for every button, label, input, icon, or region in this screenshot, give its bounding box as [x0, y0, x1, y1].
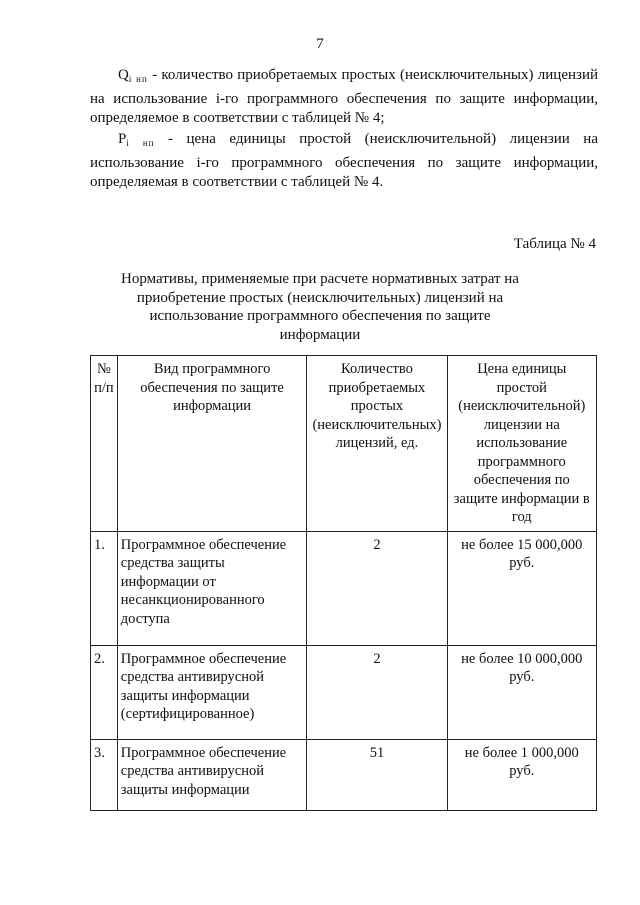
header-name: Вид программного обеспечения по защите информации — [117, 356, 307, 532]
p-symbol: P — [118, 131, 127, 147]
cell-price: не более 15 000,000 руб. — [447, 531, 596, 645]
table-row — [91, 531, 597, 645]
q-definition-text: - количество приобретаемых простых (неисключительных) лицензий на использование i-го программного обеспечения по защите информации, определяемое в соответствии с таблицей № 4; — [90, 67, 599, 126]
cell-price: не более 1 000,000 руб. — [447, 739, 596, 810]
paragraph-q-definition — [90, 66, 598, 129]
header-qty: Количество приобретаемых простых (неисключительных) лицензий, ед. — [307, 356, 447, 532]
cell-qty: 2 — [307, 645, 447, 739]
table-row — [91, 739, 597, 810]
page-number: 7 — [316, 36, 324, 52]
paragraph-p-definition — [90, 130, 598, 193]
table-header-row — [91, 356, 597, 532]
cell-name: Программное обеспечение средства антивирусной защиты информации — [117, 739, 307, 810]
cell-name: Программное обеспечение средства антивирусной защиты информации (сертифицированное) — [117, 645, 307, 739]
cell-num: 1. — [91, 531, 118, 645]
cell-num: 3. — [91, 739, 118, 810]
norms-table — [90, 355, 597, 811]
cell-qty: 2 — [307, 531, 447, 645]
q-subscript: i нп — [128, 74, 148, 84]
cell-num: 2. — [91, 645, 118, 739]
table-label: Таблица № 4 — [513, 236, 596, 252]
cell-name: Программное обеспечение средства защиты информации от несанкционированного доступа — [117, 531, 307, 645]
p-subscript: i нп — [126, 138, 155, 148]
table-row — [91, 645, 597, 739]
p-definition-text: - цена единицы простой (неисключительной) лицензии на использование i-го программного обеспечения по защите информации, определяемая в соответствии с таблицей № 4. — [90, 131, 598, 190]
header-price: Цена единицы простой (неисключительной) лицензии на использование программного обеспечения по защите информации в год — [447, 356, 596, 532]
cell-price: не более 10 000,000 руб. — [447, 645, 596, 739]
cell-qty: 51 — [307, 739, 447, 810]
q-symbol: Q — [118, 67, 129, 83]
header-num: № п/п — [91, 356, 118, 532]
table-title: Нормативы, применяемые при расчете нормативных затрат на приобретение простых (неисключительных) лицензий на использование программного обеспечения по защите информации — [121, 271, 519, 343]
